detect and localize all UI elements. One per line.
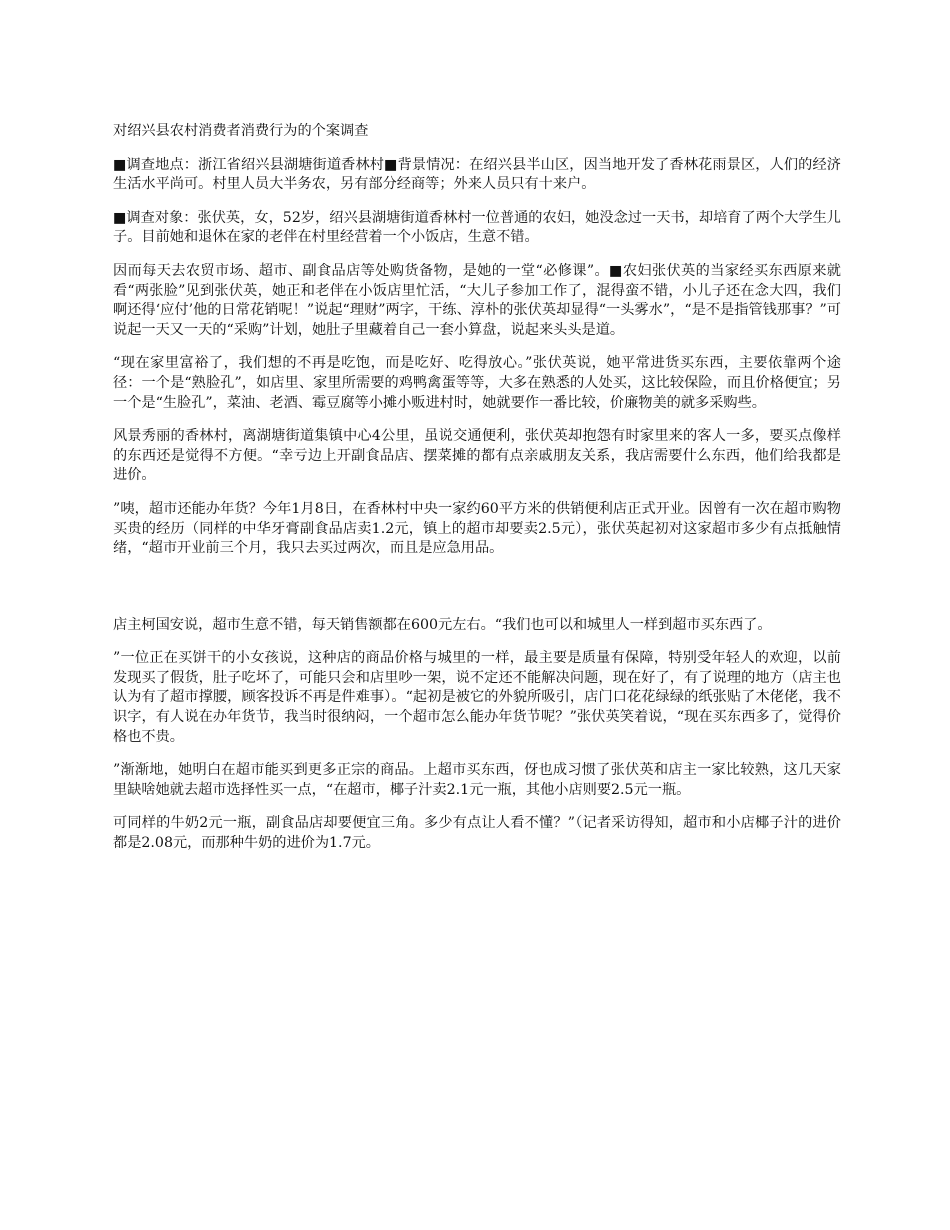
- paragraph-village-access: 风景秀丽的香林村，离湖塘街道集镇中心4公里，虽说交通便利，张伏英却抱怨有时家里来的客人一多，要买点像样的东西还是觉得不方便。“幸亏边上开副食品店、摆菜摊的都有点亲戚朋友关系，我店需要什么东西，他们给我都是进价。: [113, 428, 841, 484]
- document-title: 对绍兴县农村消费者消费行为的个案调查: [113, 123, 369, 139]
- paragraph-supermarket-opening: ”咦，超市还能办年货？今年1月8日，在香林村中央一家约60平方米的供销便利店正式开业。因曾有一次在超市购物买贵的经历（同样的中华牙膏副食品店卖1.2元，镇上的超市却要卖2.5元），张伏英起初对这家超市多少有点抵触情绪，“超市开业前三个月，我只去买过两次，而且是应急用品。: [113, 500, 841, 557]
- document-page: [113, 122, 841, 868]
- paragraph-survey-location: ■调查地点：浙江省绍兴县湖塘街道香林村■背景情况：在绍兴县半山区，因当地开发了香林花雨景区，人们的经济生活水平尚可。村里人员大半务农，另有部分经商等；外来人员只有十来户。: [113, 156, 841, 193]
- paragraph-girl-buying-biscuits: ”一位正在买饼干的小女孩说，这种店的商品价格与城里的一样，最主要是质量有保障，特别受年轻人的欢迎，以前发现买了假货，肚子吃坏了，可能只会和店里吵一架，说不定还不能解决问题，现在好了，有了说理的地方（店主也认为有了超市撑腰，顾客投诉不再是件难事）。“起初是被它的外貌所吸引，店门口花花绿绿的纸张贴了木佬佬，我不识字，有人说在办年货节，我当时很纳闷，一个超市怎么能办年货节呢？”张伏英笑着说，“现在买东西多了，觉得价格也不贵。: [113, 650, 841, 745]
- paragraph-milk-prices: 可同样的牛奶2元一瓶，副食品店却要便宜三角。多少有点让人看不懂？”（记者采访得知，超市和小店椰子汁的进价都是2.08元，而那种牛奶的进价为1.7元。: [113, 815, 841, 852]
- section-gap: [113, 573, 841, 616]
- paragraph-coconut-juice-prices: ”渐渐地，她明白在超市能买到更多正宗的商品。上超市买东西，伢也成习惯了张伏英和店主一家比较熟，这几天家里缺啥她就去超市选择性买一点，“在超市，椰子汁卖2.1元一瓶，其他小店则要2.5元一瓶。: [113, 762, 841, 798]
- paragraph-purchase-channels: “现在家里富裕了，我们想的不再是吃饱，而是吃好、吃得放心。”张伏英说，她平常进货买东西，主要依靠两个途径：一个是“熟脸孔”，如店里、家里所需要的鸡鸭禽蛋等等，大多在熟悉的人处买，这比较保险，而且价格便宜；另一个是“生脸孔”，菜油、老酒、霉豆腐等小摊小贩进村时，她就要作一番比较，价廉物美的就多采购些。: [113, 355, 841, 411]
- paragraph-survey-subject: ■调查对象：张伏英，女，52岁，绍兴县湖塘街道香林村一位普通的农妇，她没念过一天书，却培育了两个大学生儿子。目前她和退休在家的老伴在村里经营着一个小饭店，生意不错。: [113, 209, 841, 246]
- paragraph-shopping-habits: 因而每天去农贸市场、超市、副食品店等处购货备物，是她的一堂“必修课”。■农妇张伏英的当家经买东西原来就看“两张脸”见到张伏英，她正和老伴在小饭店里忙活，“大儿子参加工作了，混得蛮不错，小儿子还在念大四，我们啊还得‘应付’他的日常花销呢！”说起“理财”两字，干练、淳朴的张伏英却显得“一头雾水”，“是不是指管钱那事？”可说起一天又一天的“采购”计划，她肚子里藏着自己一套小算盘，说起来头头是道。: [113, 262, 841, 338]
- paragraph-store-owner: 店主柯国安说，超市生意不错，每天销售额都在600元左右。“我们也可以和城里人一样到超市买东西了。: [113, 616, 772, 633]
